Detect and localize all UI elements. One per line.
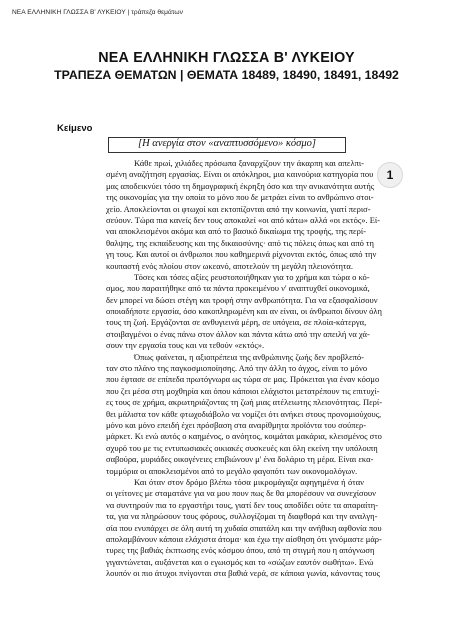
body-line: Και όταν στον δρόμο βλέπω τόσα μικρομάγαζα αφηγημένα ή όταν — [134, 476, 364, 487]
body-line: να συντηρούν πια το εργαστήρι τους, γιατί δεν τους αποδίδει ούτε τα απαραίτη- — [106, 499, 379, 510]
page-subtitle: ΤΡΑΠΕΖΑ ΘΕΜΑΤΩΝ | ΘΕΜΑΤΑ 18489, 18490, 18491, 18492 — [54, 68, 399, 82]
body-line: μας αποδεικνύει τόσο τη δημογραφική έκρηξη όσο και την ανικανότητα αυτής — [106, 180, 375, 191]
body-line: Κάθε πρωί, χιλιάδες πρόσωπα ξαναρχίζουν την άκαρπη και απελπι- — [134, 158, 364, 168]
text-title: [Η ανεργία στον «αναπτυσσόμενο» κόσμο] — [138, 138, 316, 149]
body-line: που ζει μέσα στη μοχθηρία και όπου κάποιοι ελάχιστοι μετατρέπουν τις επιτυχί- — [106, 385, 380, 396]
body-line: τους τη ζωή. Εργάζονται σε ανθυγιεινά μέρη, σε υπόγεια, σε πλοία-κάτεργα, — [106, 317, 367, 328]
body-line: χείο. Αποκλείονται οι φτωχοί και εκτοπίζονται από την κοινωνία, γιατί περισ- — [106, 203, 371, 214]
body-line: σμένη αναζήτηση εργασίας. Είναι οι απόκληροι, μια καινούρια κατηγορία που — [106, 169, 374, 180]
body-line: στοιβαγμένοι ο ένας πάνω στον άλλον και πάντα κάτω από την απειλή να χά- — [106, 328, 370, 339]
body-line: σχυρό του με τις εντυπωσιακές οικιακές συσκευές και όλη εκείνη την υπόλοιπη — [106, 442, 378, 453]
body-line: θει μάλιστα τον κάθε φτωχοδιάβολο να νομίζει ότι ανήκει στους προνομιούχους, — [106, 408, 382, 419]
running-header: ΝΕΑ ΕΛΛΗΝΙΚΗ ΓΛΩΣΣΑ Β' ΛΥΚΕΙΟΥ | τράπεζα θεμάτων — [12, 9, 183, 16]
body-line: θαλψης, της εκπαίδευσης και της δικαιοσύνης· από τις πόλεις όπως και από τη — [106, 237, 374, 248]
page-number-badge: 1 — [377, 162, 403, 188]
body-line: λουπόν οι πιο άτυχοι πνίγονται στα βαθιά νερά, σε κάποια γωνία, κάνοντας τους — [106, 568, 380, 579]
body-line: γιγαντώνεται, αυξάνεται και ο εγωισμός και το «σώζων εαυτόν σωθήτω». Ενώ — [106, 556, 374, 567]
section-label: Κείμενο — [57, 123, 93, 134]
body-line: μόνο και μόνο επειδή έχει πρόσβαση στα αναρίθμητα προϊόντα του σούπερ- — [106, 419, 367, 430]
body-line: της οικονομίας για την οποία το μόνο που δε μετράει είναι το ανθρώπινο στοι- — [106, 192, 374, 203]
body-line: σία που ενυπάρχει σε όλη αυτή τη χυδαία σπατάλη και την ανήθικη αφθονία που — [106, 522, 382, 533]
body-line: ναι αποκλεισμένοι ακόμα και από το βασικό δικαίωμα της τροφής, της περί- — [106, 226, 366, 237]
body-line: απολαμβάνουν κάποια ελάχιστα άτομα· και έχω την αίσθηση ότι γινόμαστε μάρ- — [106, 533, 382, 544]
body-line: Τόσες και τόσες αξίες ρευστοποιήθηκαν για το χρήμα και τώρα ο κό- — [134, 271, 370, 282]
body-line: μάρκετ. Κι ενώ αυτός ο καημένος, ο ανόητος, κοιμάται μακάρια, κλεισμένος στο — [106, 431, 382, 442]
body-line: τομμύρια οι αποκλεισμένοι από το μεγάλο φαγοπότι των οικονομολόγων. — [106, 465, 358, 476]
body-line: οποιαδήποτε εργασία, όσο κακοπληρωμένη και αν είναι, οι άνθρωποι δίνουν όλη — [106, 306, 382, 317]
page-title: ΝΕΑ ΕΛΛΗΝΙΚΗ ΓΛΩΣΣΑ Β' ΛΥΚΕΙΟΥ — [98, 50, 355, 66]
body-line: σουν την εργασία τους και να τεθούν «εκτός». — [106, 340, 265, 351]
body-line: τυρες της βαθιάς έκπτωσης ενός κόσμου όπου, από τη στιγμή που η απόγνωση — [106, 545, 375, 556]
body-line: κουπαστή ενός πλοίου στον ωκεανό, αποτελούν τη μεγάλη πλειονότητα. — [106, 260, 353, 271]
body-line: τα, για να πληρώσουν τους φόρους, συλλογίζομαι τη διαφθορά και την αναλγη- — [106, 511, 378, 522]
body-line: σμος, που παραιτήθηκε από τα πάντα προκειμένου ν' αναπτυχθεί οικονομικά, — [106, 283, 370, 294]
body-text — [106, 158, 383, 579]
body-line: Όπως φαίνεται, η αξιοπρέπεια της ανθρώπινης ζωής δεν προβλεπό- — [134, 351, 364, 362]
body-line: δεν μπορεί να δώσει στέγη και τροφή στην ανθρωπότητα. Για να εξασφαλίσουν — [106, 294, 378, 305]
body-line: που έφτασε σε επίπεδα πρωτόγνωρα ως τώρα σε μας. Πρόκειται για έναν κόσμο — [106, 374, 380, 385]
body-line: οι γείτονες με σταματάνε για να μου πουν πως δε θα μπορέσουν να συνεχίσουν — [106, 488, 376, 499]
body-line: σεύουν. Τώρα πια κανείς δεν τους αποκαλεί «οι από κάτω» αλλά «οι εκτός». Εί- — [106, 214, 381, 225]
body-line: ταν στο πλάνο της παγκοσμιοποίησης. Από την άλλη το άγχος, είναι το μόνο — [106, 363, 368, 374]
body-line: σαβούρα, μυριάδες οικογένειες επιβιώνουν μ' ένα δολάριο τη μέρα. Είναι εκα- — [106, 454, 374, 465]
body-line: γη τους. Και αυτοί οι άνθρωποι που καθημερινά ρίχνονται εκτός, όπως από την — [106, 249, 377, 260]
body-line: ες τους σε χρήμα, ακρωτηριάζοντας τη ζωή μιας ατέλειωτης πλειονότητας. Περί- — [106, 397, 383, 408]
